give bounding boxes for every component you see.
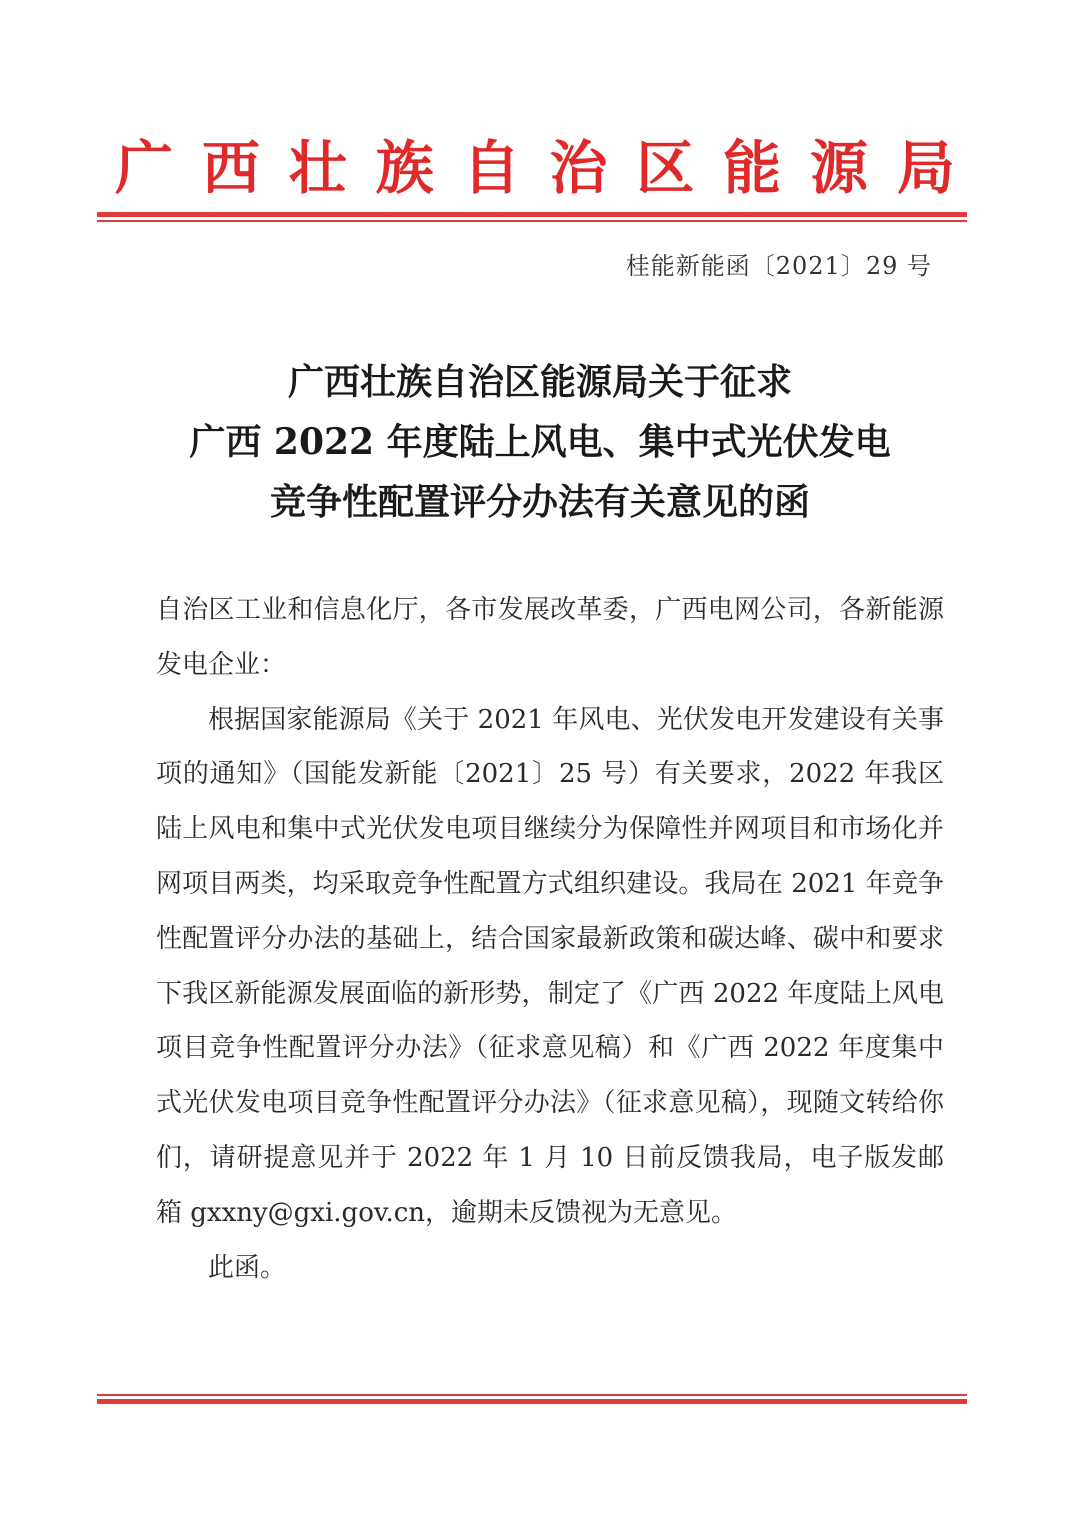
divider-thick-line: [97, 1399, 967, 1404]
document-body: [156, 583, 944, 1295]
agency-char: 自: [462, 134, 521, 202]
agency-char: 源: [810, 134, 869, 202]
agency-char: 广: [115, 134, 174, 202]
agency-char: 壮: [288, 134, 347, 202]
divider-thick-line: [97, 212, 967, 217]
agency-char: 能: [723, 134, 782, 202]
agency-char: 区: [636, 134, 695, 202]
document-number: 桂能新能函〔2021〕29 号: [625, 252, 932, 280]
agency-char: 族: [375, 134, 434, 202]
title-line: 竞争性配置评分办法有关意见的函: [269, 481, 810, 523]
agency-char: 局: [896, 134, 955, 202]
title-line: 广西壮族自治区能源局关于征求: [287, 361, 792, 403]
header-divider: [97, 212, 967, 222]
body-paragraph: 根据国家能源局《关于 2021 年风电、光伏发电开发建设有关事项的通知》（国能发新能〔2021〕25 号）有关要求，2022 年我区陆上风电和集中式光伏发电项目继续分为保障性并网项目和市场化并网项目两类，均采取竞争性配置方式组织建设。我局在 2021 年竞争性配置评分办法的基础上，结合国家最新政策和碳达峰、碳中和要求下我区新能源发展面临的新形势，制定了《广西 2022 年度陆上风电项目竞争性配置评分办法》（征求意见稿）和《广西 2022 年度集中式光伏发电项目竞争性配置评分办法》（征求意见稿），现随文转给你们，请研提意见并于 2022 年 1 月 10 日前反馈我局，电子版发邮箱 gxxny@gxi.gov.cn，逾期未反馈视为无意见。: [156, 704, 944, 1228]
document-title: [90, 352, 990, 532]
closing-line: 此函。: [208, 1252, 287, 1283]
divider-thin-line: [97, 220, 967, 222]
divider-thin-line: [97, 1394, 967, 1396]
agency-char: 治: [549, 134, 608, 202]
agency-char: 西: [201, 134, 260, 202]
agency-header: [115, 132, 955, 204]
footer-divider: [97, 1394, 967, 1404]
title-line: 广西 2022 年度陆上风电、集中式光伏发电: [189, 421, 891, 463]
addressees: 自治区工业和信息化厅，各市发展改革委，广西电网公司，各新能源发电企业：: [156, 595, 944, 680]
